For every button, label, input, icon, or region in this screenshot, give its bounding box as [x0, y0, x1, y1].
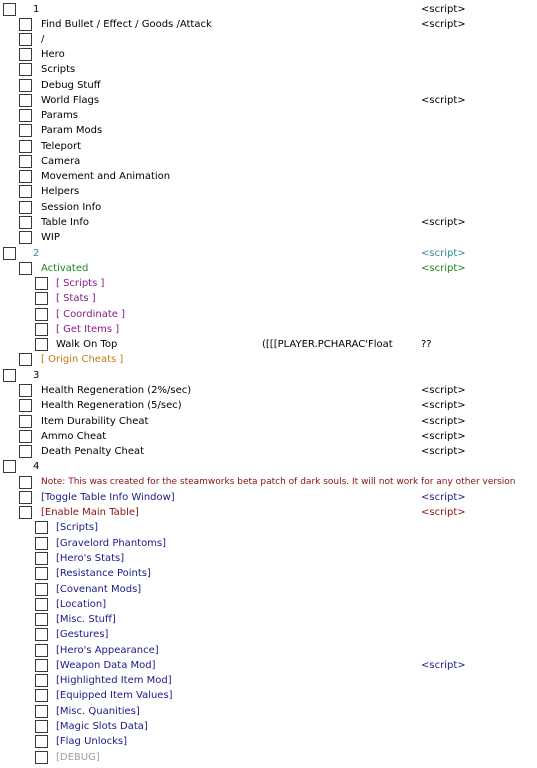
row-checkbox[interactable] — [19, 201, 32, 214]
row-checkbox[interactable] — [35, 292, 48, 305]
row-checkbox[interactable] — [35, 583, 48, 596]
row-checkbox[interactable] — [19, 185, 32, 198]
row-label: 4 — [33, 461, 40, 472]
row-checkbox[interactable] — [35, 537, 48, 550]
row-checkbox[interactable] — [19, 353, 32, 366]
table-row[interactable] — [0, 246, 537, 261]
row-label: Health Regeneration (5/sec) — [41, 400, 182, 411]
table-row[interactable] — [0, 47, 537, 62]
table-row[interactable] — [0, 62, 537, 77]
row-checkbox[interactable] — [35, 598, 48, 611]
row-label: Teleport — [41, 141, 81, 152]
row-label: [Enable Main Table] — [41, 507, 139, 518]
row-label: [Resistance Points] — [56, 568, 151, 579]
row-label: [Weapon Data Mod] — [56, 660, 156, 671]
table-row[interactable] — [0, 261, 537, 276]
row-label: [ Origin Cheats ] — [41, 354, 124, 365]
table-row[interactable] — [0, 597, 537, 612]
row-label: Param Mods — [41, 125, 103, 136]
table-row[interactable] — [0, 475, 537, 490]
row-checkbox[interactable] — [19, 155, 32, 168]
row-label: [Hero's Stats] — [56, 553, 125, 564]
row-checkbox[interactable] — [19, 399, 32, 412]
row-checkbox[interactable] — [19, 170, 32, 183]
row-script-tag: <script> — [421, 4, 466, 15]
row-checkbox[interactable] — [35, 552, 48, 565]
row-checkbox[interactable] — [19, 384, 32, 397]
row-checkbox[interactable] — [3, 369, 16, 382]
row-script-tag: <script> — [421, 217, 466, 228]
row-label: [Scripts] — [56, 522, 99, 533]
table-row[interactable] — [0, 291, 537, 306]
row-label: [Misc. Stuff] — [56, 614, 116, 625]
table-row[interactable] — [0, 368, 537, 383]
row-script-tag: <script> — [421, 660, 466, 671]
row-address: ([[[PLAYER.PCHARAC'Float — [262, 339, 393, 350]
row-checkbox[interactable] — [19, 140, 32, 153]
row-checkbox[interactable] — [35, 338, 48, 351]
table-row[interactable] — [0, 688, 537, 703]
row-label: Activated — [41, 263, 89, 274]
row-checkbox[interactable] — [19, 415, 32, 428]
row-checkbox[interactable] — [19, 476, 32, 489]
row-checkbox[interactable] — [19, 124, 32, 137]
row-label: Note: This was created for the steamworks beta patch of dark souls. It will not work for any other version — [41, 477, 516, 487]
table-row[interactable] — [0, 78, 537, 93]
row-checkbox[interactable] — [35, 628, 48, 641]
row-label: 3 — [33, 370, 40, 381]
row-label: World Flags — [41, 95, 100, 106]
row-checkbox[interactable] — [35, 567, 48, 580]
table-row[interactable] — [0, 414, 537, 429]
row-label: [Magic Slots Data] — [56, 721, 148, 732]
table-row[interactable] — [0, 627, 537, 642]
row-label: 1 — [33, 4, 40, 15]
table-row[interactable] — [0, 398, 537, 413]
table-row[interactable] — [0, 734, 537, 749]
row-label: Movement and Animation — [41, 171, 171, 182]
table-row[interactable] — [0, 2, 537, 17]
row-checkbox[interactable] — [19, 491, 32, 504]
row-label: Find Bullet / Effect / Goods /Attack — [41, 19, 212, 30]
row-label: [Equipped Item Values] — [56, 690, 173, 701]
row-script-tag: <script> — [421, 263, 466, 274]
row-checkbox[interactable] — [35, 613, 48, 626]
row-checkbox[interactable] — [19, 430, 32, 443]
row-checkbox[interactable] — [35, 659, 48, 672]
row-label: [DEBUG] — [56, 752, 100, 763]
row-script-tag: <script> — [421, 95, 466, 106]
row-value: ?? — [421, 339, 432, 350]
table-row[interactable] — [0, 322, 537, 337]
row-script-tag: <script> — [421, 248, 466, 259]
table-row[interactable] — [0, 582, 537, 597]
table-row[interactable] — [0, 230, 537, 245]
row-label: Ammo Cheat — [41, 431, 107, 442]
table-row[interactable] — [0, 429, 537, 444]
table-row[interactable] — [0, 17, 537, 32]
row-label: [Toggle Table Info Window] — [41, 492, 175, 503]
row-label: [Gestures] — [56, 629, 109, 640]
table-row[interactable] — [0, 551, 537, 566]
row-checkbox[interactable] — [35, 277, 48, 290]
table-row[interactable] — [0, 566, 537, 581]
row-checkbox[interactable] — [3, 460, 16, 473]
row-label: Hero — [41, 49, 65, 60]
row-checkbox[interactable] — [35, 751, 48, 764]
table-row[interactable] — [0, 123, 537, 138]
row-checkbox[interactable] — [19, 63, 32, 76]
row-script-tag: <script> — [421, 385, 466, 396]
row-checkbox[interactable] — [19, 506, 32, 519]
row-label: Helpers — [41, 186, 80, 197]
table-row[interactable] — [0, 32, 537, 47]
table-row[interactable] — [0, 169, 537, 184]
table-row[interactable] — [0, 719, 537, 734]
table-row[interactable] — [0, 459, 537, 474]
row-label: [Flag Unlocks] — [56, 736, 128, 747]
row-label: [Location] — [56, 599, 107, 610]
row-label: Scripts — [41, 64, 76, 75]
table-row[interactable] — [0, 154, 537, 169]
row-label: Walk On Top — [56, 339, 118, 350]
table-row[interactable] — [0, 673, 537, 688]
table-row[interactable] — [0, 536, 537, 551]
table-row[interactable] — [0, 307, 537, 322]
table-row[interactable] — [0, 352, 537, 367]
table-row[interactable] — [0, 444, 537, 459]
table-row[interactable] — [0, 505, 537, 520]
row-script-tag: <script> — [421, 492, 466, 503]
row-label: [Hero's Appearance] — [56, 645, 159, 656]
row-checkbox[interactable] — [3, 247, 16, 260]
row-label: [Highlighted Item Mod] — [56, 675, 172, 686]
row-label: [Covenant Mods] — [56, 584, 142, 595]
row-label: WIP — [41, 232, 60, 243]
table-row[interactable] — [0, 337, 537, 352]
row-label: Item Durability Cheat — [41, 416, 149, 427]
table-row[interactable] — [0, 612, 537, 627]
row-checkbox[interactable] — [19, 231, 32, 244]
row-label: Params — [41, 110, 78, 121]
table-row[interactable] — [0, 520, 537, 535]
row-checkbox[interactable] — [19, 18, 32, 31]
row-checkbox[interactable] — [19, 216, 32, 229]
row-label: Session Info — [41, 202, 102, 213]
table-row[interactable] — [0, 643, 537, 658]
row-label: [Misc. Quanities] — [56, 706, 140, 717]
row-label: [ Get Items ] — [56, 324, 120, 335]
table-row[interactable] — [0, 93, 537, 108]
row-script-tag: <script> — [421, 19, 466, 30]
row-checkbox[interactable] — [19, 445, 32, 458]
row-label: Table Info — [41, 217, 89, 228]
row-script-tag: <script> — [421, 446, 466, 457]
row-label: [ Coordinate ] — [56, 309, 125, 320]
row-label: / — [41, 34, 45, 45]
row-checkbox[interactable] — [19, 262, 32, 275]
row-checkbox[interactable] — [35, 308, 48, 321]
row-label: [ Scripts ] — [56, 278, 105, 289]
row-checkbox[interactable] — [19, 48, 32, 61]
row-script-tag: <script> — [421, 507, 466, 518]
row-checkbox[interactable] — [35, 323, 48, 336]
row-script-tag: <script> — [421, 416, 466, 427]
row-checkbox[interactable] — [19, 109, 32, 122]
row-label: Health Regeneration (2%/sec) — [41, 385, 192, 396]
table-row[interactable] — [0, 750, 537, 765]
row-checkbox[interactable] — [35, 720, 48, 733]
row-checkbox[interactable] — [19, 33, 32, 46]
row-checkbox[interactable] — [35, 705, 48, 718]
table-row[interactable] — [0, 215, 537, 230]
row-label: [Gravelord Phantoms] — [56, 538, 167, 549]
row-label: 2 — [33, 248, 40, 259]
row-checkbox[interactable] — [35, 644, 48, 657]
row-checkbox[interactable] — [35, 735, 48, 748]
table-row[interactable] — [0, 139, 537, 154]
table-row[interactable] — [0, 490, 537, 505]
table-row[interactable] — [0, 704, 537, 719]
row-script-tag: <script> — [421, 431, 466, 442]
row-label: [ Stats ] — [56, 293, 96, 304]
row-checkbox[interactable] — [35, 521, 48, 534]
row-checkbox[interactable] — [3, 3, 16, 16]
table-row[interactable] — [0, 184, 537, 199]
table-row[interactable] — [0, 658, 537, 673]
row-checkbox[interactable] — [19, 94, 32, 107]
table-row[interactable] — [0, 383, 537, 398]
table-row[interactable] — [0, 200, 537, 215]
row-checkbox[interactable] — [35, 689, 48, 702]
table-row[interactable] — [0, 276, 537, 291]
row-label: Camera — [41, 156, 81, 167]
row-script-tag: <script> — [421, 400, 466, 411]
row-checkbox[interactable] — [19, 79, 32, 92]
row-label: Debug Stuff — [41, 80, 101, 91]
table-row[interactable] — [0, 108, 537, 123]
row-label: Death Penalty Cheat — [41, 446, 145, 457]
row-checkbox[interactable] — [35, 674, 48, 687]
